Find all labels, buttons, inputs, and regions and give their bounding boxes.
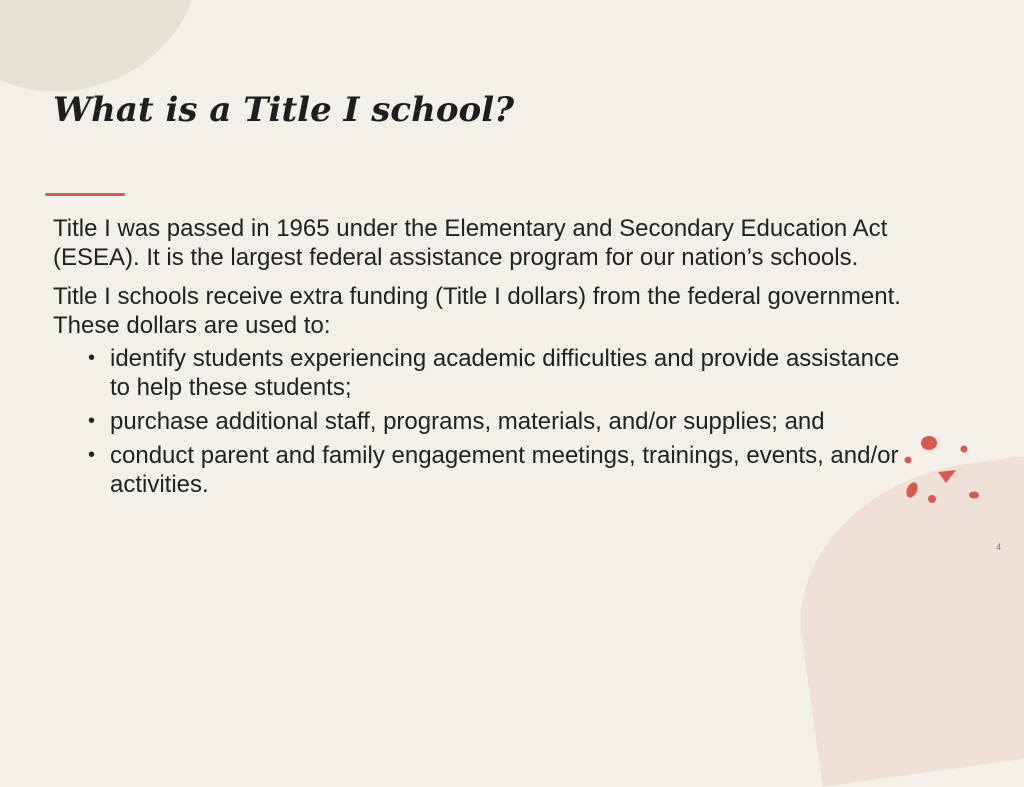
- page-number: 4: [996, 542, 1002, 552]
- list-item-text: conduct parent and family engagement meetings, trainings, events, and/or activities.: [110, 442, 899, 498]
- confetti-dot: [969, 492, 979, 499]
- confetti-triangle: [938, 470, 956, 483]
- list-item: [88, 407, 903, 436]
- title-accent-line: [45, 193, 125, 196]
- list-item: [88, 344, 903, 402]
- confetti-dot: [928, 495, 936, 503]
- confetti-dot: [961, 446, 968, 453]
- confetti-dot: [905, 457, 912, 464]
- list-item: [88, 441, 903, 499]
- list-item-text: purchase additional staff, programs, materials, and/or supplies; and: [110, 408, 825, 435]
- bullet-glyph: •: [88, 444, 96, 466]
- paragraph-funding: Title I schools receive extra funding (Title I dollars) from the federal government. These dollars are used to:: [53, 283, 901, 339]
- bullet-glyph: •: [88, 347, 96, 369]
- slide-title: What is a Title I school?: [53, 90, 515, 130]
- list-item-text: identify students experiencing academic difficulties and provide assistance to help these students;: [110, 345, 900, 401]
- bullet-list: [53, 344, 903, 499]
- paragraph-intro: Title I was passed in 1965 under the Elementary and Secondary Education Act (ESEA). It is the largest federal assistance program for our nation’s schools.: [53, 215, 888, 271]
- confetti-dot: [904, 481, 920, 500]
- bullet-glyph: •: [88, 410, 96, 432]
- confetti-dot: [921, 436, 937, 450]
- slide-body: [53, 214, 903, 504]
